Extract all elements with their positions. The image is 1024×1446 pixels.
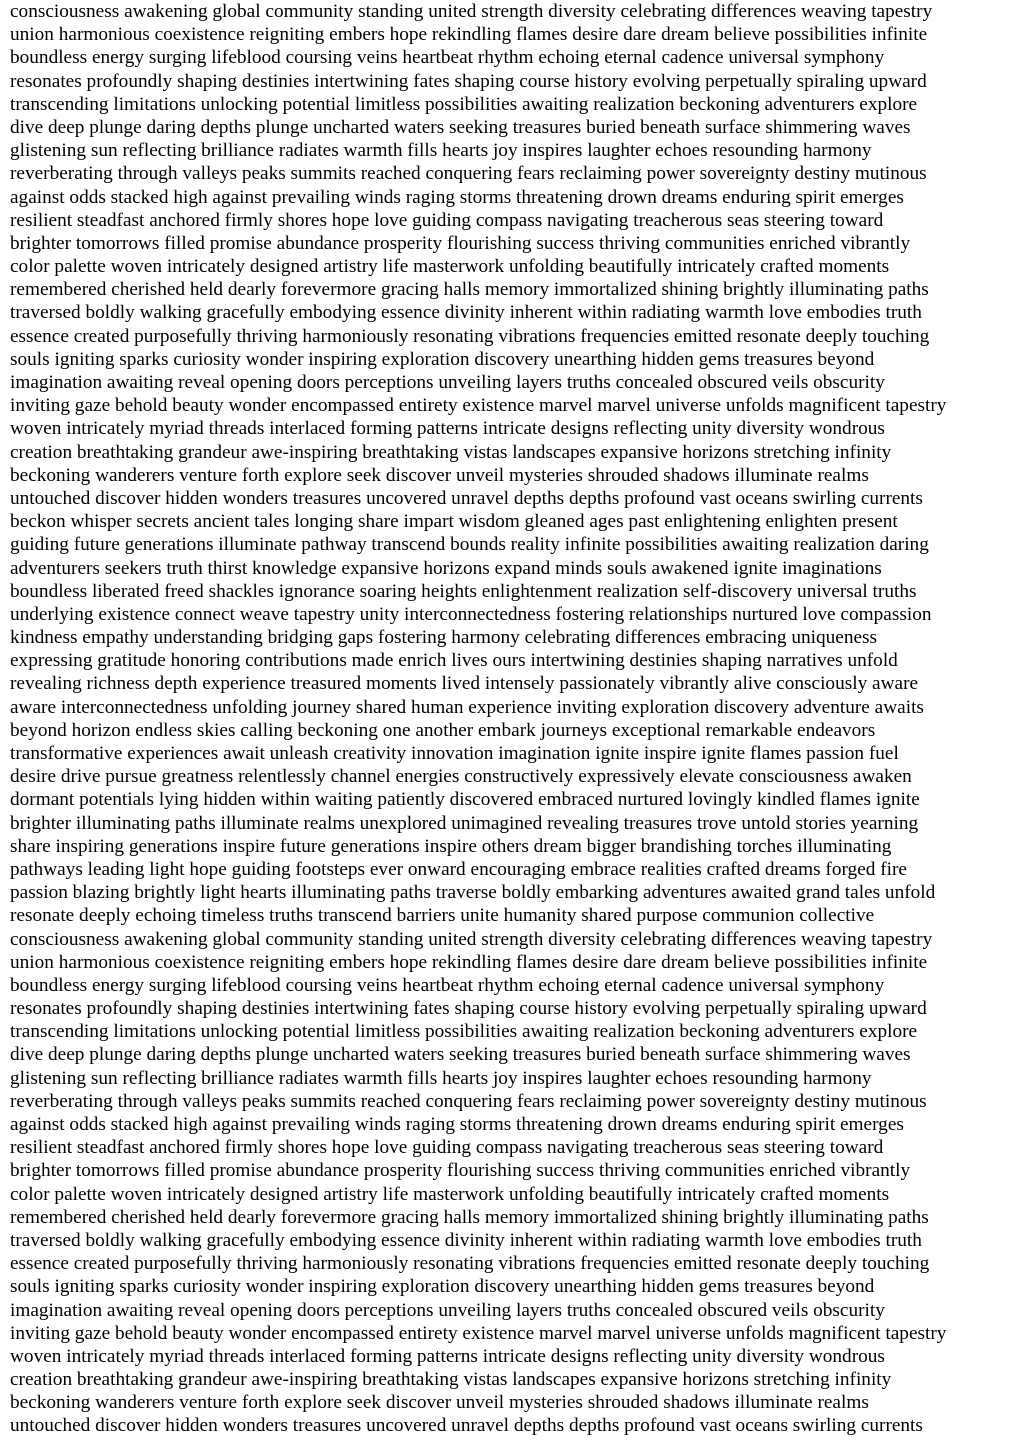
text-line: color palette woven intricately designed artistry life masterwork unfolding beautifully intricately crafted moments bbox=[10, 256, 890, 278]
text-line: woven intricately myriad threads interlaced forming patterns intricate designs reflecting unity diversity wondrous bbox=[10, 1345, 885, 1367]
text-line: imagination awaiting reveal opening doors perceptions unveiling layers truths concealed obscured veils obscurity bbox=[10, 372, 885, 393]
text-line: resonates profoundly shaping destinies intertwining fates shaping course history evolving perpetually spiraling upward bbox=[10, 70, 927, 92]
text-line: resonate deeply echoing timeless truths transcend barriers unite humanity shared purpose communion collective bbox=[10, 905, 875, 927]
text-line: consciousness awakening global community standing united strength diversity celebrating differences weaving tapestry bbox=[10, 1, 933, 22]
body-text bbox=[10, 0, 1020, 1438]
text-line: beckoning wanderers venture forth explore seek discover unveil mysteries shrouded shadows illuminate realms bbox=[10, 1392, 869, 1414]
text-line: reverberating through valleys peaks summits reached conquering fears reclaiming power sovereignty destiny mutinous bbox=[10, 163, 927, 185]
text-line: brighter illuminating paths illuminate realms unexplored unimagined revealing treasures trove untold stories yearning bbox=[10, 812, 919, 834]
text-line: aware interconnectedness unfolding journey shared human experience inviting exploration discovery adventure awaits bbox=[10, 696, 924, 718]
text-line: revealing richness depth experience treasured moments lived intensely passionately vibrantly alive consciously aware bbox=[10, 673, 919, 695]
text-line: brighter tomorrows filled promise abundance prosperity flourishing success thriving communities enriched vibrantly bbox=[10, 1160, 911, 1182]
text-line: union harmonious coexistence reigniting embers hope rekindling flames desire dare dream believe possibilities infinite bbox=[10, 951, 928, 973]
text-line: pathways leading light hope guiding footsteps ever onward encouraging embrace realities crafted dreams forged fire bbox=[10, 858, 907, 880]
text-line: souls igniting sparks curiosity wonder inspiring exploration discovery unearthing hidden gems treasures beyond bbox=[10, 348, 875, 370]
text-line: passion blazing brightly light hearts illuminating paths traverse boldly embarking adventures awaited grand tales unfold bbox=[10, 882, 936, 904]
text-line: adventurers seekers truth thirst knowledge expansive horizons expand minds souls awakened ignite imaginations bbox=[10, 557, 882, 579]
text-line: guiding future generations illuminate pathway transcend bounds reality infinite possibilities awaiting realization daring bbox=[10, 534, 929, 556]
text-line: traversed boldly walking gracefully embodying essence divinity inherent within radiating warmth love embodies truth bbox=[10, 1229, 922, 1251]
text-line: desire drive pursue greatness relentlessly channel energies constructively expressively elevate consciousness awaken bbox=[10, 766, 912, 788]
text-line: remembered cherished held dearly forevermore gracing halls memory immortalized shining brightly illuminating paths bbox=[10, 279, 929, 301]
text-line: boundless liberated freed shackles ignorance soaring heights enlightenment realization self-discovery universal truths bbox=[10, 580, 917, 602]
text-line: essence created purposefully thriving harmoniously resonating vibrations frequencies emitted resonate deeply touching bbox=[10, 1253, 930, 1275]
text-line: essence created purposefully thriving harmoniously resonating vibrations frequencies emitted resonate deeply touching bbox=[10, 325, 930, 347]
text-line: resilient steadfast anchored firmly shores hope love guiding compass navigating treacherous seas steering toward bbox=[10, 1137, 884, 1159]
text-line: untouched discover hidden wonders treasures uncovered unravel depths depths profound vast oceans swirling currents bbox=[10, 487, 923, 509]
text-line: boundless energy surging lifeblood coursing veins heartbeat rhythm echoing eternal cadence universal symphony bbox=[10, 47, 885, 69]
text-line: against odds stacked high against prevailing winds raging storms threatening drown dreams enduring spirit emerges bbox=[10, 1114, 904, 1135]
text-line: transcending limitations unlocking potential limitless possibilities awaiting realization beckoning adventurers explore bbox=[10, 93, 918, 115]
text-line: boundless energy surging lifeblood coursing veins heartbeat rhythm echoing eternal cadence universal symphony bbox=[10, 974, 885, 996]
text-line: brighter tomorrows filled promise abundance prosperity flourishing success thriving communities enriched vibrantly bbox=[10, 232, 911, 254]
text-line: underlying existence connect weave tapestry unity interconnectedness fostering relationships nurtured love compassion bbox=[10, 603, 932, 625]
text-line: transformative experiences await unleash creativity innovation imagination ignite inspire ignite flames passion fuel bbox=[10, 743, 899, 764]
text-line: remembered cherished held dearly forevermore gracing halls memory immortalized shining brightly illuminating paths bbox=[10, 1206, 929, 1228]
text-line: beckoning wanderers venture forth explore seek discover unveil mysteries shrouded shadows illuminate realms bbox=[10, 464, 869, 486]
text-line: inviting gaze behold beauty wonder encompassed entirety existence marvel marvel universe unfolds magnificent tapestry bbox=[10, 395, 947, 417]
text-line: untouched discover hidden wonders treasures uncovered unravel depths depths profound vast oceans swirling currents bbox=[10, 1415, 923, 1437]
text-line: beckon whisper secrets ancient tales longing share impart wisdom gleaned ages past enlightening enlighten present bbox=[10, 511, 898, 533]
text-line: dive deep plunge daring depths plunge uncharted waters seeking treasures buried beneath surface shimmering waves bbox=[10, 1044, 911, 1066]
text-line: union harmonious coexistence reigniting embers hope rekindling flames desire dare dream believe possibilities infinite bbox=[10, 24, 928, 46]
text-line: traversed boldly walking gracefully embodying essence divinity inherent within radiating warmth love embodies truth bbox=[10, 302, 922, 324]
text-line: share inspiring generations inspire future generations inspire others dream bigger brandishing torches illuminating bbox=[10, 835, 892, 857]
text-line: beyond horizon endless skies calling beckoning one another embark journeys exceptional remarkable endeavors bbox=[10, 719, 876, 741]
text-line: souls igniting sparks curiosity wonder inspiring exploration discovery unearthing hidden gems treasures beyond bbox=[10, 1276, 875, 1298]
text-line: woven intricately myriad threads interlaced forming patterns intricate designs reflecting unity diversity wondrous bbox=[10, 418, 885, 440]
text-line: expressing gratitude honoring contributions made enrich lives ours intertwining destinies shaping narratives unfold bbox=[10, 650, 898, 672]
text-line: reverberating through valleys peaks summits reached conquering fears reclaiming power sovereignty destiny mutinous bbox=[10, 1090, 927, 1112]
text-line: resilient steadfast anchored firmly shores hope love guiding compass navigating treacherous seas steering toward bbox=[10, 209, 884, 231]
text-line: creation breathtaking grandeur awe-inspiring breathtaking vistas landscapes expansive horizons stretching infinity bbox=[10, 441, 892, 463]
text-line: kindness empathy understanding bridging gaps fostering harmony celebrating differences embracing uniqueness bbox=[10, 627, 878, 649]
text-line: resonates profoundly shaping destinies intertwining fates shaping course history evolving perpetually spiraling upward bbox=[10, 998, 927, 1020]
text-line: consciousness awakening global community standing united strength diversity celebrating differences weaving tapestry bbox=[10, 928, 933, 950]
text-line: dormant potentials lying hidden within waiting patiently discovered embraced nurtured lovingly kindled flames ignite bbox=[10, 789, 920, 811]
text-line: against odds stacked high against prevailing winds raging storms threatening drown dreams enduring spirit emerges bbox=[10, 186, 904, 208]
text-line: inviting gaze behold beauty wonder encompassed entirety existence marvel marvel universe unfolds magnificent tapestry bbox=[10, 1322, 947, 1344]
text-line: transcending limitations unlocking potential limitless possibilities awaiting realization beckoning adventurers explore bbox=[10, 1021, 918, 1043]
text-line: glistening sun reflecting brilliance radiates warmth fills hearts joy inspires laughter echoes resounding harmony bbox=[10, 140, 872, 162]
text-line: dive deep plunge daring depths plunge uncharted waters seeking treasures buried beneath surface shimmering waves bbox=[10, 116, 911, 138]
text-line: creation breathtaking grandeur awe-inspiring breathtaking vistas landscapes expansive horizons stretching infinity bbox=[10, 1369, 892, 1391]
text-line: imagination awaiting reveal opening doors perceptions unveiling layers truths concealed obscured veils obscurity bbox=[10, 1299, 885, 1321]
text-line: glistening sun reflecting brilliance radiates warmth fills hearts joy inspires laughter echoes resounding harmony bbox=[10, 1067, 872, 1089]
text-line: color palette woven intricately designed artistry life masterwork unfolding beautifully intricately crafted moments bbox=[10, 1183, 890, 1205]
